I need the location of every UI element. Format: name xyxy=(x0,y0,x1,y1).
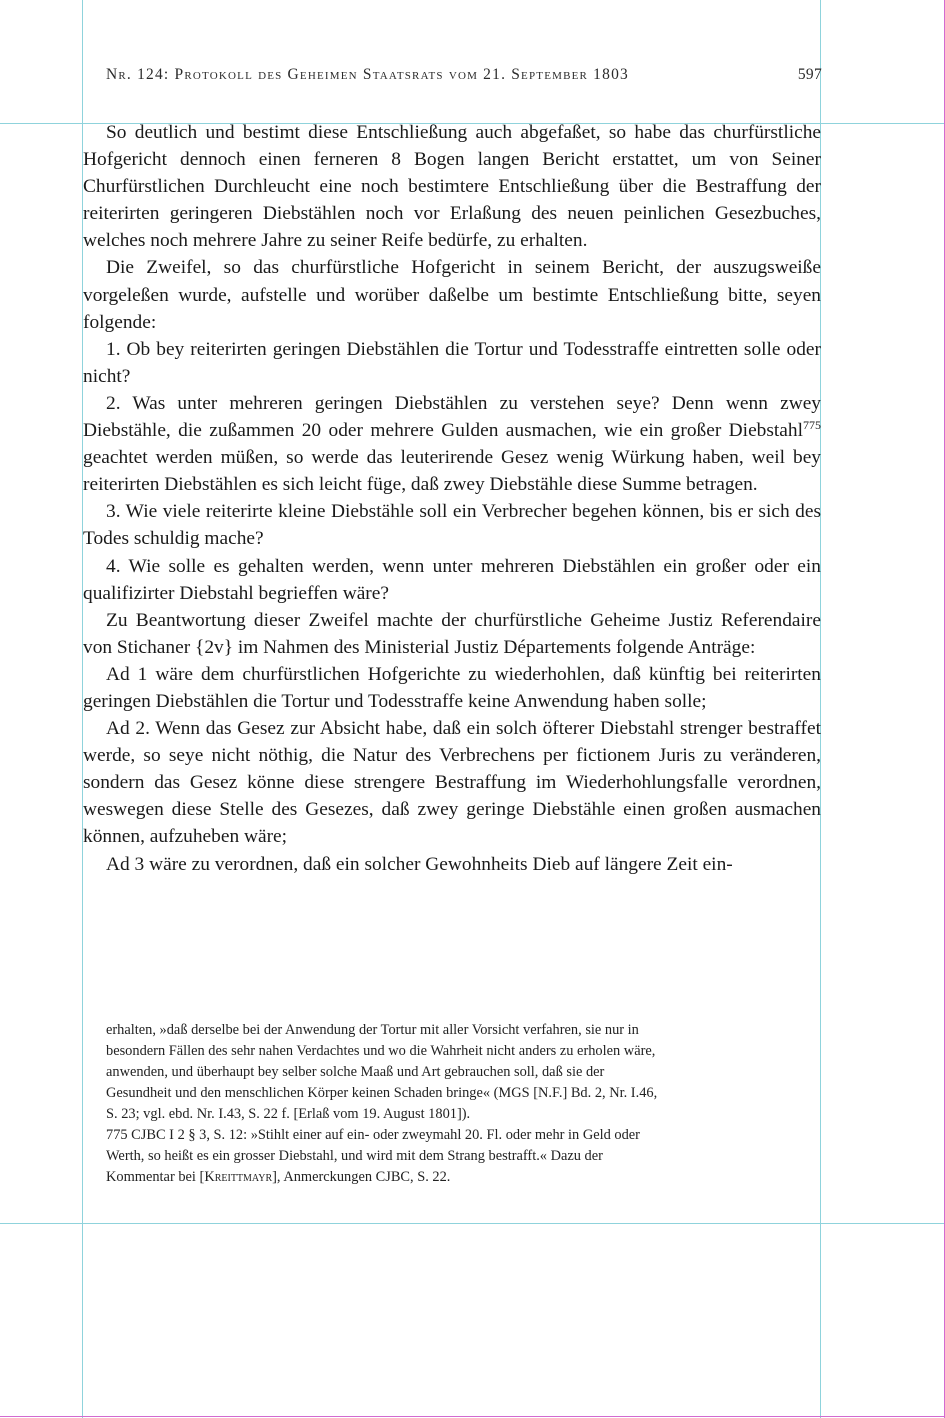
paragraph: 4. Wie solle es gehalten werden, wenn unter mehreren Diebstählen ein großer oder ein qualifizirter Diebstahl begrieffen wäre? xyxy=(83,555,821,604)
paragraph xyxy=(83,390,821,498)
footnote-reference[interactable]: 775 xyxy=(803,418,821,433)
page-edge-bottom xyxy=(0,1416,945,1417)
paragraph: 3. Wie viele reiterirte kleine Diebstähle soll ein Verbrecher begehen können, bis er sich des Todes schuldig mache? xyxy=(83,501,821,550)
paragraph: Die Zweifel, so das churfürstliche Hofgericht in seinem Bericht, der auszugsweiße vorgeleßen wurde, aufstelle und worüber daßelbe um bestimte Entschließung bitte, seyen folgende: xyxy=(83,257,821,333)
footnote-author: Kreittmayr xyxy=(204,1169,273,1185)
footnote-text: ], Anmerckungen CJBC, S. 22. xyxy=(272,1169,451,1185)
paragraph: Ad 3 wäre zu verordnen, daß ein solcher Gewohnheits Dieb auf längere Zeit ein- xyxy=(106,853,733,875)
running-head-title: Nr. 124: Protokoll des Geheimen Staatsrats vom 21. September 1803 xyxy=(106,66,629,83)
footnote-continuation: erhalten, »daß derselbe bei der Anwendung der Tortur mit aller Vorsicht verfahren, sie nur in besondern Fällen des sehr nahen Verdachtes und wo die Wahrheit nicht anders zu erholen wäre, anwenden, und überhaupt bey selber solche Maaß und Art gebrauchen soll, daß sie der Gesundheit und den menschlichen Körper keinen Schaden bringe« (MGS [N.F.] Bd. 2, Nr. I.46, S. 23; vgl. ebd. Nr. I.43, S. 22 f. [Erlaß vom 19. August 1801]). xyxy=(106,1022,658,1122)
bottom-margin-guide xyxy=(0,1223,945,1224)
footnote-text: 775 CJBC I 2 § 3, S. 12: »Stihlt einer auf ein- oder zweymahl 20. Fl. oder mehr in Geld oder Werth, so heißt es ein grosser Diebstahl, und wird mit dem Strang bestrafft.« Dazu der Kommentar bei [ xyxy=(106,1127,640,1185)
footnote-775 xyxy=(106,1125,662,1188)
page-number: 597 xyxy=(797,66,822,83)
paragraph: Zu Beantwortung dieser Zweifel machte der churfürstliche Geheime Justiz Referendaire von Stichaner {2v} im Nahmen des Ministerial Justiz Départements folgende Anträge: xyxy=(83,609,821,658)
paragraph: Ad 1 wäre dem churfürstlichen Hofgerichte zu wiederhohlen, daß künftig bei reiterirten geringen Diebstählen die Tortur und Todesstraffe keine Anwendung haben solle; xyxy=(83,663,821,712)
paragraph-text: geachtet werden müßen, so werde das leuterirende Gesez wenig Würkung haben, weil bey reiterirten Diebstählen es sich leicht füge, daß zwey Diebstähle diese Summe betragen. xyxy=(83,447,821,496)
paragraph: So deutlich und bestimt diese Entschließung auch abgefaßet, so habe das churfürstliche Hofgericht dennoch einen ferneren 8 Bogen langen Bericht erstattet, um von Seiner Churfürstlichen Durchleucht eine noch bestimtere Entschließung über die Bestraffung der reiterirten geringeren Diebstählen noch vor Erlaßung des neuen peinlichen Gesezbuches, welches noch mehrere Jahre zu seiner Reife bedürfe, zu erhalten. xyxy=(83,122,821,252)
paragraph: Ad 2. Wenn das Gesez zur Absicht habe, daß ein solch öfterer Diebstahl strenger bestraffet werde, so seye nicht nöthig, die Natur des Verbrechens per fictionem Juris zu veränderen, sondern das Gesez könne diese strengere Bestraffung im Wiederhohlungsfalle verordnen, weswegen diese Stelle des Gesezes, daß zwey geringe Diebstähle einen großen ausmachen können, aufzuheben wäre; xyxy=(83,718,821,848)
paragraph: 1. Ob bey reiterirten geringen Diebstählen die Tortur und Todesstraffe eintretten solle oder nicht? xyxy=(83,338,821,387)
main-text xyxy=(83,119,821,878)
running-head xyxy=(106,66,822,90)
paragraph-text: 2. Was unter mehreren geringen Diebstählen zu verstehen seye? Denn wenn zwey Diebstähle, die zußammen 20 oder mehrere Gulden ausmachen, wie ein großer Diebstahl xyxy=(83,392,821,442)
footnotes xyxy=(106,1020,662,1188)
